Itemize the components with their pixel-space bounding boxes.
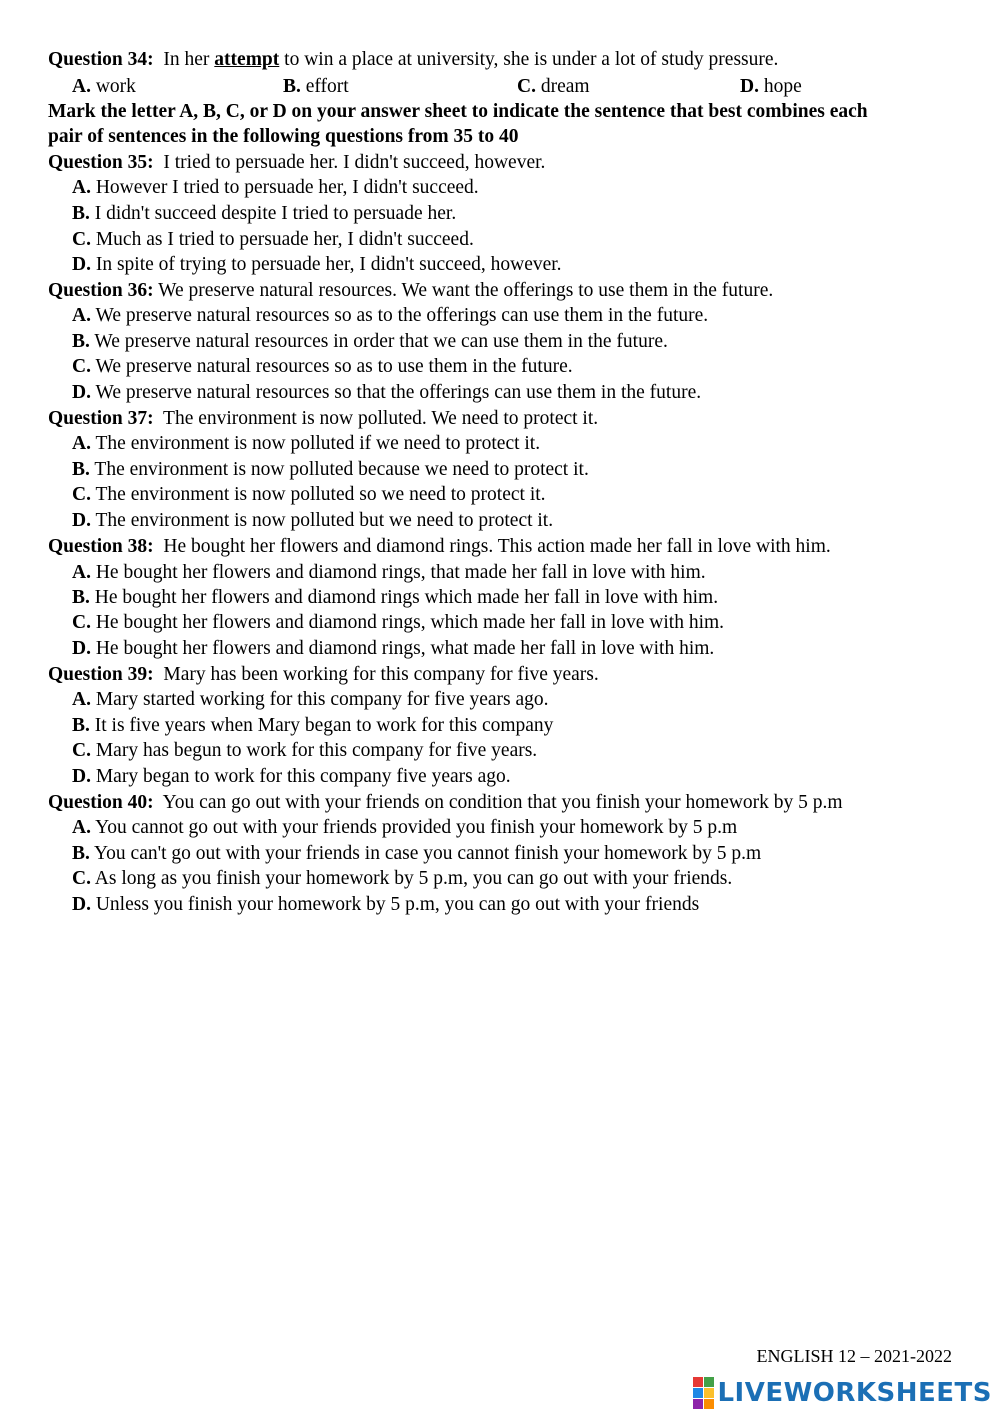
question-label: Question 34:: [48, 49, 154, 70]
option-letter: D.: [72, 510, 91, 531]
option-letter: D.: [72, 382, 91, 403]
q36-option-d[interactable]: [72, 381, 701, 405]
option-letter: A.: [72, 177, 91, 198]
option-letter: C.: [72, 868, 91, 889]
option-text: dream: [540, 76, 590, 97]
question-text: He bought her flowers and diamond rings. This action made her fall in love with him.: [163, 536, 831, 557]
question-label: Question 36:: [48, 280, 154, 301]
option-text: Much as I tried to persuade her, I didn't succeed.: [95, 229, 474, 250]
logo-block: [704, 1377, 714, 1387]
option-text: I didn't succeed despite I tried to persuade her.: [94, 203, 457, 224]
option-text: hope: [763, 76, 802, 97]
option-letter: B.: [72, 587, 90, 608]
option-letter: D.: [740, 76, 759, 97]
question-36: [48, 279, 773, 303]
question-37: [48, 407, 598, 431]
question-text: I tried to persuade her. I didn't succeed, however.: [163, 152, 546, 173]
option-letter: A.: [72, 433, 91, 454]
option-text: He bought her flowers and diamond rings, which made her fall in love with him.: [95, 612, 725, 633]
logo-block: [704, 1388, 714, 1398]
q37-option-d[interactable]: [72, 509, 553, 533]
option-letter: A.: [72, 817, 91, 838]
option-text: work: [95, 76, 136, 97]
option-letter: B.: [72, 459, 90, 480]
q37-option-b[interactable]: [72, 458, 589, 482]
option-text: However I tried to persuade her, I didn't succeed.: [95, 177, 479, 198]
option-letter: A.: [72, 689, 91, 710]
option-letter: A.: [72, 562, 91, 583]
q34-option-a[interactable]: [72, 75, 136, 99]
option-letter: D.: [72, 766, 91, 787]
q34-option-c[interactable]: [517, 75, 590, 99]
q39-option-a[interactable]: [72, 688, 549, 712]
underlined-keyword: attempt: [214, 49, 280, 70]
option-text: Mary has begun to work for this company for five years.: [95, 740, 538, 761]
question-text: You can go out with your friends on condition that you finish your homework by 5 p.m: [162, 792, 843, 813]
option-letter: A.: [72, 305, 91, 326]
question-39: [48, 663, 599, 687]
option-letter: B.: [72, 203, 90, 224]
option-letter: C.: [72, 229, 91, 250]
q39-option-b[interactable]: [72, 714, 553, 738]
q39-option-d[interactable]: [72, 765, 511, 789]
option-letter: D.: [72, 254, 91, 275]
question-label: Question 37:: [48, 408, 154, 429]
q40-option-b[interactable]: [72, 842, 761, 866]
q35-option-b[interactable]: [72, 202, 456, 226]
q36-option-b[interactable]: [72, 330, 668, 354]
question-text: Mary has been working for this company for five years.: [163, 664, 599, 685]
q40-option-c[interactable]: [72, 867, 732, 891]
question-40: [48, 791, 843, 815]
option-letter: A.: [72, 76, 91, 97]
option-text: effort: [305, 76, 349, 97]
logo-text: LIVEWORKSHEETS: [717, 1378, 992, 1408]
question-label: Question 38:: [48, 536, 154, 557]
logo-block: [704, 1399, 714, 1409]
q40-option-d[interactable]: [72, 893, 699, 917]
q37-option-c[interactable]: [72, 483, 546, 507]
question-38: [48, 535, 831, 559]
instruction-line-2: pair of sentences in the following questions from 35 to 40: [48, 126, 519, 147]
option-text: As long as you finish your homework by 5 p.m, you can go out with your friends.: [94, 868, 733, 889]
instruction-line-1: Mark the letter A, B, C, or D on your answer sheet to indicate the sentence that best combines each: [48, 101, 868, 122]
option-text: It is five years when Mary began to work for this company: [94, 715, 554, 736]
q40-option-a[interactable]: [72, 816, 737, 840]
q37-option-a[interactable]: [72, 432, 540, 456]
option-text: We preserve natural resources so that the offerings can use them in the future.: [95, 382, 702, 403]
option-letter: C.: [72, 356, 91, 377]
q35-option-c[interactable]: [72, 228, 474, 252]
question-label: Question 39:: [48, 664, 154, 685]
q36-option-a[interactable]: [72, 304, 708, 328]
option-text: Mary started working for this company for five years ago.: [95, 689, 549, 710]
option-text: In spite of trying to persuade her, I didn't succeed, however.: [95, 254, 562, 275]
option-letter: C.: [517, 76, 536, 97]
question-label: Question 35:: [48, 152, 154, 173]
option-letter: B.: [72, 331, 90, 352]
q36-option-c[interactable]: [72, 355, 573, 379]
option-text: The environment is now polluted if we need to protect it.: [95, 433, 541, 454]
question-text: The environment is now polluted. We need to protect it.: [163, 408, 599, 429]
option-text: He bought her flowers and diamond rings, that made her fall in love with him.: [95, 562, 706, 583]
q38-option-d[interactable]: [72, 637, 714, 661]
option-text: You cannot go out with your friends provided you finish your homework by 5 p.m: [95, 817, 738, 838]
option-letter: B.: [72, 843, 90, 864]
logo-block: [693, 1399, 703, 1409]
q35-option-d[interactable]: [72, 253, 562, 277]
option-text: The environment is now polluted because we need to protect it.: [94, 459, 589, 480]
option-letter: C.: [72, 612, 91, 633]
q39-option-c[interactable]: [72, 739, 537, 763]
option-text: He bought her flowers and diamond rings which made her fall in love with him.: [94, 587, 719, 608]
option-letter: B.: [72, 715, 90, 736]
option-text: The environment is now polluted but we need to protect it.: [95, 510, 554, 531]
course-footer: ENGLISH 12 – 2021-2022: [756, 1346, 952, 1366]
option-text: Unless you finish your homework by 5 p.m, you can go out with your friends: [95, 894, 700, 915]
option-letter: C.: [72, 484, 91, 505]
question-text: In her: [163, 49, 210, 70]
question-35: [48, 151, 545, 175]
liveworksheets-logo[interactable]: [693, 1377, 992, 1409]
option-text: Mary began to work for this company five years ago.: [95, 766, 511, 787]
logo-block: [693, 1388, 703, 1398]
q34-option-b[interactable]: [283, 75, 349, 99]
logo-block: [693, 1377, 703, 1387]
q34-option-d[interactable]: [740, 75, 802, 99]
option-letter: B.: [283, 76, 301, 97]
option-letter: D.: [72, 894, 91, 915]
option-text: We preserve natural resources so as to the offerings can use them in the future.: [95, 305, 709, 326]
question-label: Question 40:: [48, 792, 154, 813]
question-34: [48, 48, 778, 72]
q38-option-b[interactable]: [72, 586, 718, 610]
option-text: We preserve natural resources so as to use them in the future.: [95, 356, 573, 377]
q35-option-a[interactable]: [72, 176, 479, 200]
option-text: We preserve natural resources in order that we can use them in the future.: [94, 331, 668, 352]
option-letter: C.: [72, 740, 91, 761]
logo-blocks-icon: [693, 1377, 714, 1409]
question-text: to win a place at university, she is under a lot of study pressure.: [284, 49, 779, 70]
question-text: We preserve natural resources. We want the offerings to use them in the future.: [158, 280, 774, 301]
option-letter: D.: [72, 638, 91, 659]
q38-option-c[interactable]: [72, 611, 724, 635]
option-text: He bought her flowers and diamond rings, what made her fall in love with him.: [95, 638, 715, 659]
option-text: The environment is now polluted so we need to protect it.: [95, 484, 546, 505]
q38-option-a[interactable]: [72, 561, 706, 585]
option-text: You can't go out with your friends in case you cannot finish your homework by 5 p.m: [94, 843, 762, 864]
